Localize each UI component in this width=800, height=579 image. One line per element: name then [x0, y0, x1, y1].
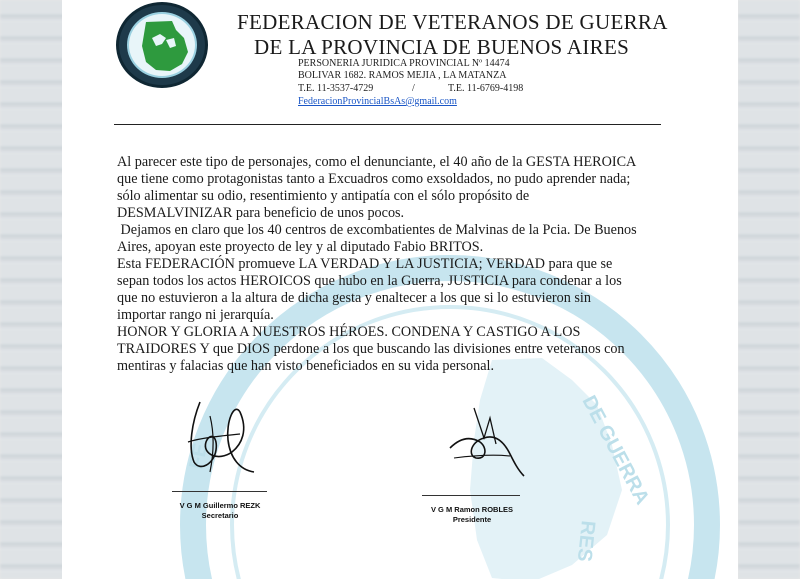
- signer-left-role: Secretario: [201, 511, 239, 520]
- phone-1: T.E. 11-3537-4729: [298, 83, 374, 94]
- signature-line-right: [422, 495, 520, 496]
- federation-logo: [116, 2, 208, 88]
- signer-right-name: V G M Ramon ROBLES: [430, 505, 514, 514]
- body-line: DESMALVINIZAR para beneficio de unos pocos.: [117, 205, 405, 221]
- logo-province-map-icon: [132, 16, 194, 76]
- signer-left-name: V G M Guillermo REZK: [179, 501, 261, 510]
- body-line: sepan todos los actos HEROICOS que hubo en la Guerra, JUSTICIA para condenar a los: [117, 273, 622, 289]
- body-line: Aires, apoyan este proyecto de ley y al diputado Fabio BRITOS.: [117, 239, 484, 255]
- letter-body: [117, 154, 697, 375]
- signature-line-left: [172, 491, 267, 492]
- svg-text:RES: RES: [572, 519, 599, 563]
- signature-right: [440, 398, 530, 483]
- email-link[interactable]: FederacionProvincialBsAs@gmail.com: [298, 96, 457, 107]
- header-title-line2: DE LA PROVINCIA DE BUENOS AIRES: [254, 35, 630, 59]
- body-line: mentiras y falacias que han visto beneficiados en su vida personal.: [117, 358, 495, 374]
- body-line: Al parecer este tipo de personajes, como el denunciante, el 40 año de la GESTA HEROICA: [117, 154, 637, 170]
- body-line: que no estuvieron a la altura de dicha gesta y enaltecer a los que si lo estuvieron sin: [117, 290, 591, 306]
- signature-left: [170, 392, 260, 482]
- phone-2: T.E. 11-6769-4198: [448, 83, 524, 94]
- signer-right-role: Presidente: [452, 515, 492, 524]
- body-line: TRAIDORES Y que DIOS perdone a los que buscando las divisiones entre veteranos con: [117, 341, 625, 357]
- body-line: HONOR Y GLORIA A NUESTROS HÉROES. CONDENA Y CASTIGO A LOS: [117, 324, 581, 340]
- blurred-background-right: [738, 0, 800, 579]
- svg-text:DE GUERRA: DE GUERRA: [577, 392, 654, 509]
- personeria-juridica: PERSONERIA JURIDICA PROVINCIAL Nº 14474: [298, 58, 510, 69]
- body-line: Dejamos en claro que los 40 centros de excombatientes de Malvinas de la Pcia. De Buenos: [117, 222, 637, 238]
- header-divider: [114, 124, 661, 125]
- blurred-background-left: [0, 0, 70, 579]
- body-line: Esta FEDERACIÓN promueve LA VERDAD Y LA JUSTICIA; VERDAD para que se: [117, 256, 613, 272]
- document-page: [62, 0, 738, 579]
- address: BOLIVAR 1682. RAMOS MEJIA , LA MATANZA: [298, 70, 507, 81]
- header-title-line1: FEDERACION DE VETERANOS DE GUERRA: [237, 10, 668, 34]
- body-line: sólo alimentar su odio, resentimiento y antipatía con el sólo propósito de: [117, 188, 530, 204]
- body-line: importar rango ni jerarquía.: [117, 307, 274, 323]
- phone-separator: /: [412, 83, 415, 94]
- svg-text:FE: FE: [185, 441, 213, 472]
- body-line: que tiene como protagonistas tanto a Excuadros como exsoldados, no pudo aprender nada;: [117, 171, 631, 187]
